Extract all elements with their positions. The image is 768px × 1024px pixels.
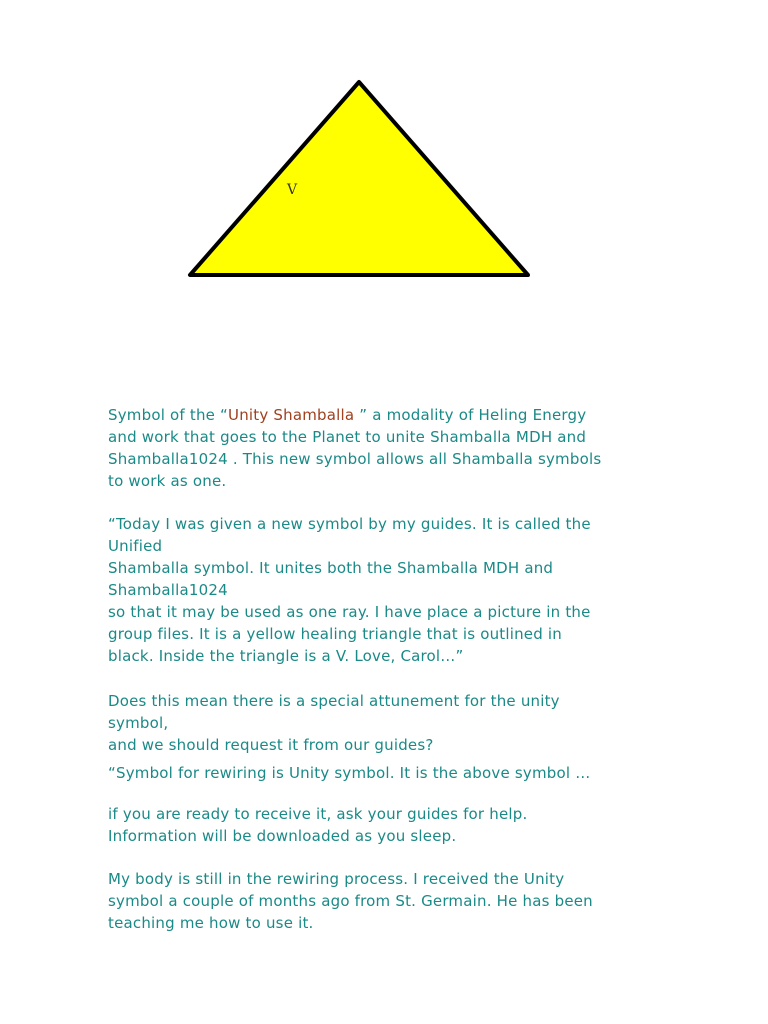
quote-line-6: group files. It is a yellow healing triangle that is outlined in	[108, 625, 563, 643]
body-line-2: symbol a couple of months ago from St. Germain. He has been	[108, 892, 593, 910]
ready-line-2: Information will be downloaded as you sleep.	[108, 827, 457, 845]
yellow-triangle	[190, 82, 528, 275]
intro-paragraph	[108, 404, 708, 492]
body-line-3: teaching me how to use it.	[108, 914, 314, 932]
answer-line-1: “Symbol for rewiring is Unity symbol. It is the above symbol …	[108, 764, 591, 782]
quote-line-3: Shamballa symbol. It unites both the Shamballa MDH and	[108, 559, 554, 577]
quote-paragraph	[108, 513, 708, 667]
intro-line-2: and work that goes to the Planet to unite Shamballa MDH and	[108, 428, 587, 446]
intro-line-1-end: ” a modality of Heling Energy	[354, 406, 587, 424]
body-paragraph	[108, 868, 708, 934]
quote-line-7: black. Inside the triangle is a V. Love, Carol…”	[108, 647, 464, 665]
ready-line-1: if you are ready to receive it, ask your guides for help.	[108, 805, 528, 823]
intro-line-1	[108, 404, 708, 426]
question-paragraph	[108, 690, 708, 756]
intro-line-1-start: Symbol of the “	[108, 406, 229, 424]
quote-line-1: “Today I was given a new symbol by my guides. It is called the	[108, 515, 591, 533]
unity-symbol-figure	[0, 0, 768, 300]
ready-paragraph	[108, 803, 708, 847]
intro-line-3: Shamballa1024 . This new symbol allows all Shamballa symbols	[108, 450, 602, 468]
quote-line-4: Shamballa1024	[108, 581, 228, 599]
quote-line-2: Unified	[108, 537, 163, 555]
question-line-1: Does this mean there is a special attunement for the unity	[108, 692, 560, 710]
body-line-1: My body is still in the rewiring process. I received the Unity	[108, 870, 565, 888]
question-line-2: symbol,	[108, 714, 169, 732]
intro-line-4: to work as one.	[108, 472, 227, 490]
unity-shamballa-highlight: Unity Shamballa	[228, 406, 355, 424]
question-line-3: and we should request it from our guides?	[108, 736, 434, 754]
answer-paragraph	[108, 762, 708, 784]
quote-line-5: so that it may be used as one ray. I have place a picture in the	[108, 603, 591, 621]
triangle-letter-v: V	[287, 182, 298, 198]
